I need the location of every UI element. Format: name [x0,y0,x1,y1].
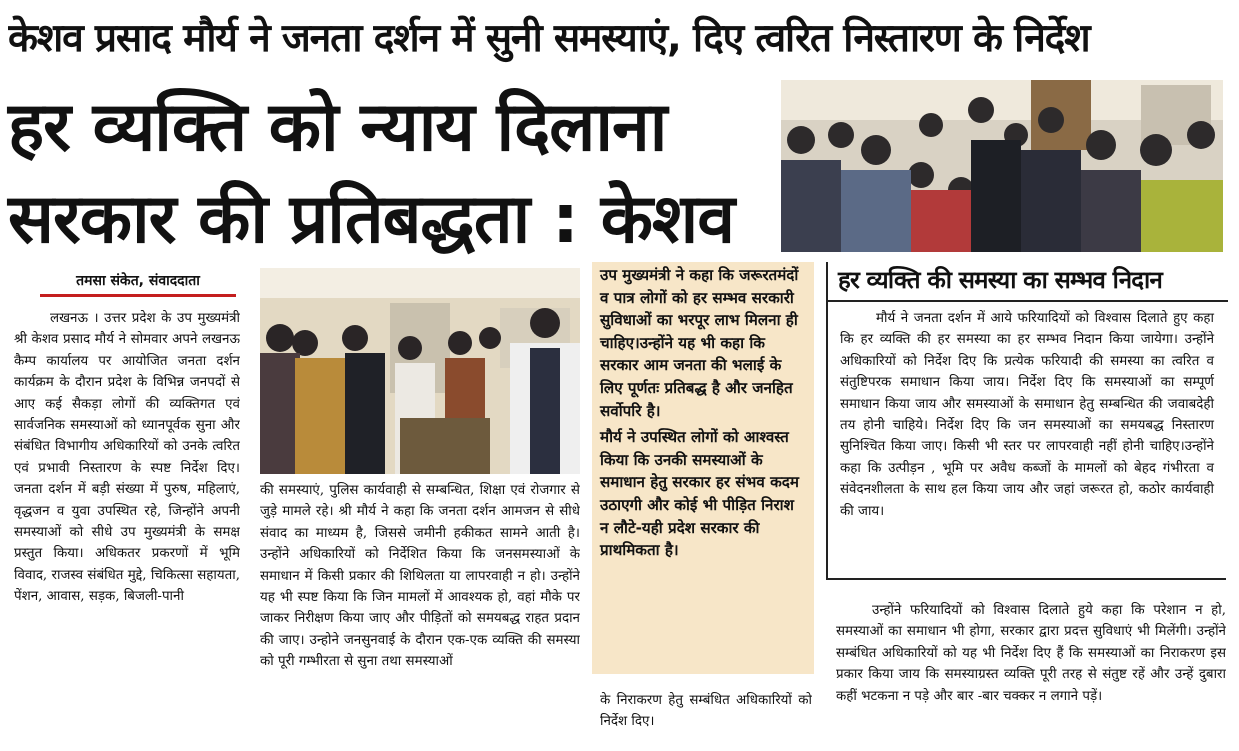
column-4-text: उन्होंने फरियादियों को विश्वास दिलाते हुये कहा कि परेशान न हो, समस्याओं का समाधान भी होगा, सरकार द्वारा प्रदत्त सुविधाएं भी मिलेंगी। उन्होंने सम्बंधित अधिकारियों को यह भी निर्देश दिए हैं कि समस्याओं का निराकरण इस प्रकार किया जाय कि समस्याग्रस्त व्यक्ति पूरी तरह से संतुष्ट रहें और उन्हें दुबारा कहीं भटकना न पड़े और बार -बार चक्कर न लगाने पड़ें। [836,603,1226,704]
pull-quote-paragraph-2: मौर्य ने उपस्थित लोगों को आश्वस्त किया कि उनकी समस्याओं के समाधान हेतु सरकार हर संभव कदम उठाएगी और कोई भी पीड़ित निराश न लौटे-यही प्रदेश सरकार की प्राथमिकता है। [600,428,799,560]
crowd-photo-illustration [781,80,1223,252]
column-3-text: के निराकरण हेतु सम्बंधित अधिकारियों को निर्देश दिए। [600,693,812,730]
headline-line-2: सरकार की प्रतिबद्धता : केशव [8,180,735,259]
main-headline [8,82,768,266]
byline: तमसा संकेत, संवाददाता [40,270,236,297]
photo-middle [260,268,580,474]
article-column-2 [260,480,580,748]
pull-quote-paragraph-1: उप मुख्यमंत्री ने कहा कि जरूरतमंदों व पात्र लोगों को हर सम्भव सरकारी सुविधाओं का भरपूर लाभ मिलना ही चाहिए।उन्होंने यह भी कहा कि सरकार आम जनता की भलाई के लिए पूर्णतः प्रतिबद्ध है और जनहित सर्वोपरि है। [600,266,799,420]
sidebar-text: मौर्य ने जनता दर्शन में आये फरियादियों को विश्वास दिलाते हुए कहा कि हर व्यक्ति की हर समस्या का हर सम्भव निदान किया जायेगा। उन्होंने अधिकारियों को निर्देश दिए कि प्रत्येक फरियादी की समस्या का त्वरित व संतुष्टिपरक समाधान किया जाय। निर्देश दिए कि समस्याओं का सम्पूर्ण समाधान किया जाय और समस्याओं के समाधान हेतु सम्बन्धित की जवाबदेही तय होनी चाहिये। निर्देश दिए कि जन समस्याओं का समयबद्ध निस्तारण सुनिश्चित किया जाए। किसी भी स्तर पर लापरवाही नहीं होनी चाहिए।उन्होंने कहा कि उत्पीड़न , भूमि पर अवैध कब्जों के मामलों को बेहद गंभीरता व संवेदनशीलता के साथ हल किया जाय और जहां जरूरत हो, कठोर कार्यवाही की जाय। [840,311,1214,519]
sidebar-box [826,262,1226,580]
kicker-headline: केशव प्रसाद मौर्य ने जनता दर्शन में सुनी समस्याएं, दिए त्वरित निस्तारण के निर्देश [8,16,1090,61]
article-column-4 [836,600,1226,748]
column-2-text: की समस्याएं, पुलिस कार्यवाही से सम्बन्धित, शिक्षा एवं रोजगार से जुड़े मामले रहे। श्री मौर्य ने कहा कि जनता दर्शन आमजन से सीधे संवाद का माध्यम है, जिससे जमीनी हकीकत सामने आती है। उन्होंने अधिकारियों को निर्देशित किया कि जनसमस्याओं के समाधान में किसी प्रकार की शिथिलता या लापरवाही न हो। उन्होंने यह भी स्पष्ट किया कि जिन मामलों में आवश्यक हो, वहां मौके पर जाकर निरीक्षण किया जाए और पीड़ितों को समयबद्ध राहत प्रदान की जाए। उन्होने जनसुनवाई के दौरान एक-एक व्यक्ति की समस्या को पूरी गम्भीरता से सुना तथा समस्याओं [260,483,580,670]
sidebar-title: हर व्यक्ति की समस्या का सम्भव निदान [838,266,1162,294]
pull-quote-box [592,262,814,674]
headline-line-1: हर व्यक्ति को न्याय दिलाना [8,88,667,167]
sidebar-body [828,304,1226,522]
sidebar-title-rule [828,300,1228,302]
meeting-photo-illustration [260,268,580,474]
column-1-text: लखनऊ । उत्तर प्रदेश के उप मुख्यमंत्री श्री केशव प्रसाद मौर्य ने सोमवार अपने लखनऊ कैम्प कार्यालय पर आयोजित जनता दर्शन कार्यक्रम के दौरान प्रदेश के विभिन्न जनपदों से आए कई सैकड़ा लोगों की व्यक्तिगत एवं सार्वजनिक समस्याओं को ध्यानपूर्वक सुना और संबंधित विभागीय अधिकारियों को उनके त्वरित एवं प्रभावी निस्तारण के स्पष्ट निर्देश दिए। जनता दर्शन में बड़ी संख्या में पुरुष, महिलाएं, वृद्धजन व युवा उपस्थित रहे, जिन्होंने अपनी समस्याओं को सीधे उप मुख्यमंत्री के समक्ष प्रस्तुत किया। अधिकतर प्रकरणों में भूमि विवाद, राजस्व संबंधित मुद्दे, चिकित्सा सहायता, पेंशन, आवास, सड़क, बिजली-पानी [14,311,240,605]
article-column-1 [14,308,240,748]
photo-top-right [781,80,1223,252]
article-column-3 [600,690,812,748]
